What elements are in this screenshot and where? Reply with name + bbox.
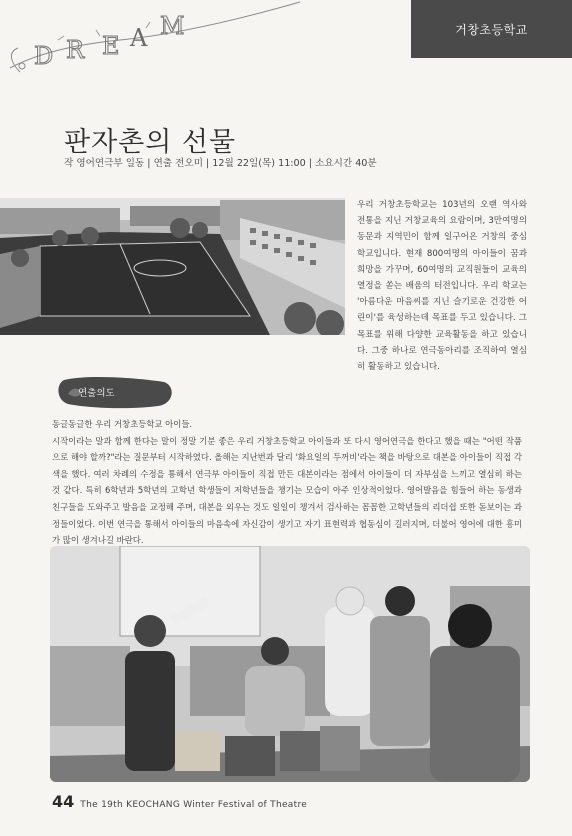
dream-banner-logo: [0, 0, 330, 80]
rehearsal-photo: [50, 546, 530, 782]
section-label: 연출의도: [78, 388, 115, 399]
dream-letter: E: [102, 32, 120, 60]
article-body: [52, 416, 522, 549]
body-paragraph: 동글동글한 우리 거창초등학교 아이들.: [52, 419, 193, 429]
section-badge: [58, 376, 178, 410]
school-intro-text: 우리 거창초등학교는 103년의 오랜 역사와 전통을 지닌 거창교육의 요람이며, 3만여명의 동문과 지역민이 함께 일구어온 거창의 중심학교입니다. 현재 800여명의 아이들이 꿈과 희망을 가꾸며, 60여명의 교직원들이 교육의 열정을 쏟는 배움의 터전입니다. 우리 학교는 '아름다운 마음씨를 지닌 슬기로운 건강한 어린이'를 육성하는데 목표를 두고 있습니다. 그 목표를 위해 다양한 교육활동을 하고 있습니다. 그중 하나로 연극동아리를 조직하여 열심히 활동하고 있습니다.: [357, 200, 527, 373]
page-footer: [52, 792, 307, 811]
article-title: 판자촌의 선물: [64, 127, 237, 158]
festival-name: The 19th KEOCHANG Winter Festival of Theatre: [80, 800, 308, 810]
school-tab: 거창초등학교: [411, 0, 572, 58]
dream-letter: R: [66, 36, 85, 64]
dream-letter: D: [34, 42, 54, 70]
page-number: 44: [52, 792, 75, 811]
dream-letter: M: [160, 12, 185, 40]
article-meta: 작 영어연극부 일동 | 연출 전오미 | 12월 22일(목) 11:00 | 소요시간 40분: [64, 158, 377, 169]
body-paragraph: 시작이라는 말과 함께 한다는 말이 정말 기분 좋은 우리 거창초등학교 아이들과 또 다시 영어연극을 한다고 했을 때는 "어떤 작품으로 해야 할까?"라는 질문부터 시작하였다. 올해는 지난번과 달리 '화요일의 두꺼비'라는 책을 바탕으로 대본을 아이들이 직접 각색을 했다. 여러 차례의 수정을 통해서 연극부 아이들이 직접 만든 대본이라는 점에서 아이들이 더 자부심을 느끼고 열심히 하는 것 같다. 특히 6학년과 5학년의 고학년 학생들이 저학년들을 챙기는 모습이 아주 인상적이었다. 영어발음을 힘들어 하는 동생과 친구들을 도와주고 발음을 교정해 주며, 대본을 외우는 것도 일일이 챙겨서 검사하는 꼼꼼한 고학년들의 리더쉽 또한 돋보이는 과정들이었다. 이번 연극을 통해서 아이들의 마음속에 자신감이 생기고 자기 표현력과 협동심이 길러지며, 더불어 영어에 대한 흥미가 많이 생겨나길 바란다.: [52, 435, 522, 546]
dream-letter: A: [130, 24, 148, 52]
school-field-photo: [0, 198, 345, 335]
